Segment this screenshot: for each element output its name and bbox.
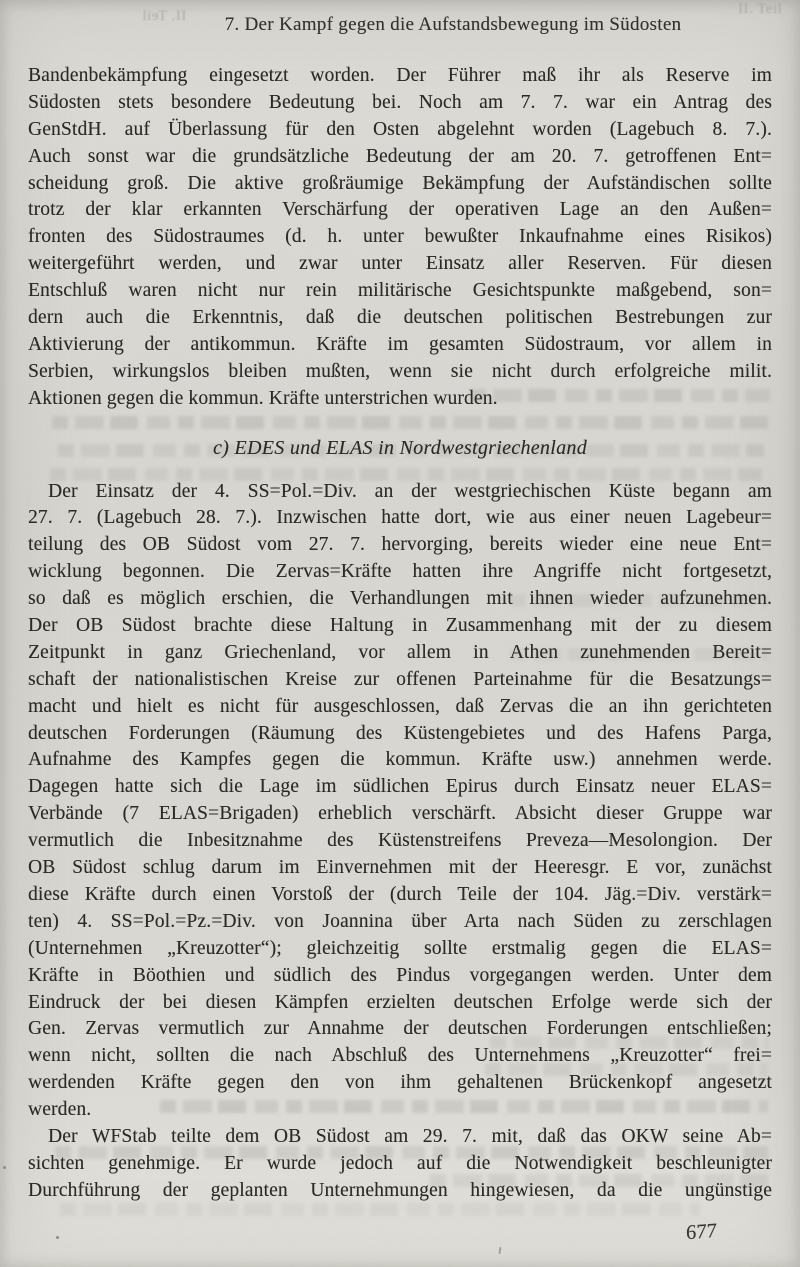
text-line: diese Kräfte durch einen Vorstoß der (durch Teile der 104. Jäg.=Div. verstärk= <box>28 883 772 905</box>
text-line: werdenden Kräfte gegen den von ihm gehaltenen Brückenkopf angesetzt <box>28 1072 772 1094</box>
text-line: fronten des Südostraumes (d. h. unter bewußter Inkaufnahme eines Risikos) <box>28 226 772 248</box>
text-line: Verbände (7 ELAS=Brigaden) erheblich verschärft. Absicht dieser Gruppe war <box>28 803 772 825</box>
text-line: werden. <box>28 1099 92 1121</box>
text-line: Zeitpunkt in ganz Griechenland, vor allem in Athen zunehmenden Bereit= <box>28 641 772 663</box>
text-line: Dagegen hatte sich die Lage im südlichen Epirus durch Einsatz neuer ELAS= <box>28 776 772 798</box>
scan-speck <box>499 1247 502 1254</box>
text-line: sichten genehmige. Er wurde jedoch auf die Notwendigkeit beschleunigter <box>28 1152 772 1174</box>
text-block <box>28 63 772 1205</box>
text-line: GenStdH. auf Überlassung für den Osten abgelehnt worden (Lagebuch 8. 7.). <box>28 118 772 140</box>
text-line: teilung des OB Südost vom 27. 7. hervorging, bereits wieder eine neue Ent= <box>28 534 772 556</box>
text-line: Der OB Südost brachte diese Haltung in Zusammenhang mit der zu diesem <box>28 615 772 637</box>
text-line: (Unternehmen „Kreuzotter“); gleichzeitig sollte erstmalig gegen die ELAS= <box>28 937 772 959</box>
bleedthrough-text: II. Teil <box>738 1 783 17</box>
text-line: OB Südost schlug darum im Einvernehmen mit der Heeresgr. E vor, zunächst <box>28 857 772 879</box>
section-heading: c) EDES und ELAS in Nordwestgriechenland <box>213 436 587 459</box>
text-line: Entschluß waren nicht nur rein militärische Gesichtspunkte maßgebend, son= <box>28 280 772 302</box>
running-head: 7. Der Kampf gegen die Aufstandsbewegung im Südosten <box>224 14 682 35</box>
text-line: trotz der klar erkannten Verschärfung der operativen Lage an den Außen= <box>28 199 772 221</box>
page-number: 677 <box>686 1219 717 1245</box>
text-line: macht und hielt es nicht für ausgeschlossen, daß Zervas die an ihn gerichteten <box>28 695 772 717</box>
scan-speck <box>56 1236 59 1239</box>
text-line: Aktionen gegen die kommun. Kräfte unterstrichen wurden. <box>28 387 498 409</box>
body-paragraph <box>28 63 772 413</box>
text-line: Auch sonst war die grundsätzliche Bedeutung der am 20. 7. getroffenen Ent= <box>28 145 772 167</box>
text-line: Südosten stets besondere Bedeutung bei. Noch am 7. 7. war ein Antrag des <box>28 91 772 113</box>
text-line: so daß es möglich erschien, die Verhandlungen mit ihnen wieder aufzunehmen. <box>28 588 772 610</box>
text-line: Eindruck der bei diesen Kämpfen erzielten deutschen Erfolge werde sich der <box>28 991 772 1013</box>
bleedthrough-text: II. Teil <box>142 8 187 24</box>
text-line: 27. 7. (Lagebuch 28. 7.). Inzwischen hatte dort, wie aus einer neuen Lagebeur= <box>28 507 772 529</box>
text-line: dern auch die Erkenntnis, daß die deutschen politischen Bestrebungen zur <box>28 307 772 329</box>
text-line: Serbien, wirkungslos bleiben mußten, wenn sie nicht durch erfolgreiche milit. <box>28 360 772 382</box>
text-line: Gen. Zervas vermutlich zur Annahme der deutschen Forderungen entschließen; <box>28 1018 772 1040</box>
text-line: Bandenbekämpfung eingesetzt worden. Der Führer maß ihr als Reserve im <box>28 65 772 86</box>
text-line: Kräfte in Böothien und südlich des Pindus vorgegangen werden. Unter dem <box>28 964 772 986</box>
scan-speck <box>3 1166 6 1169</box>
text-line: Der WFStab teilte dem OB Südost am 29. 7. mit, daß das OKW seine Ab= <box>48 1125 772 1147</box>
bleedthrough-line <box>60 1203 700 1216</box>
text-line: Durchführung der geplanten Unternehmungen hingewiesen, da die ungünstige <box>28 1179 772 1201</box>
body-paragraph <box>28 1124 772 1205</box>
text-line: scheidung groß. Die aktive großräumige Bekämpfung der Aufständischen sollte <box>28 172 772 194</box>
text-line: Der Einsatz der 4. SS=Pol.=Div. an der westgriechischen Küste begann am <box>48 480 772 502</box>
text-line: Aufnahme des Kampfes gegen die kommun. Kräfte usw.) annehmen werde. <box>28 749 772 771</box>
text-line: wenn nicht, sollten die nach Abschluß des Unternehmens „Kreuzotter“ frei= <box>28 1045 772 1067</box>
text-line: deutschen Forderungen (Räumung des Küstengebietes und des Hafens Parga, <box>28 722 772 744</box>
text-line: weitergeführt werden, und zwar unter Einsatz aller Reserven. Für diesen <box>28 253 772 275</box>
text-line: Aktivierung der antikommun. Kräfte im gesamten Südostraum, vor allem in <box>28 333 772 355</box>
body-paragraph <box>28 479 772 1124</box>
text-line: wicklung begonnen. Die Zervas=Kräfte hatten ihre Angriffe nicht fortgesetzt, <box>28 561 772 583</box>
text-line: schaft der nationalistischen Kreise zur offenen Parteinahme für die Besatzungs= <box>28 668 772 690</box>
text-line: vermutlich die Inbesitznahme des Küstenstreifens Preveza—Mesolongion. Der <box>28 830 772 852</box>
text-line: ten) 4. SS=Pol.=Pz.=Div. von Joannina über Arta nach Süden zu zerschlagen <box>28 910 772 932</box>
